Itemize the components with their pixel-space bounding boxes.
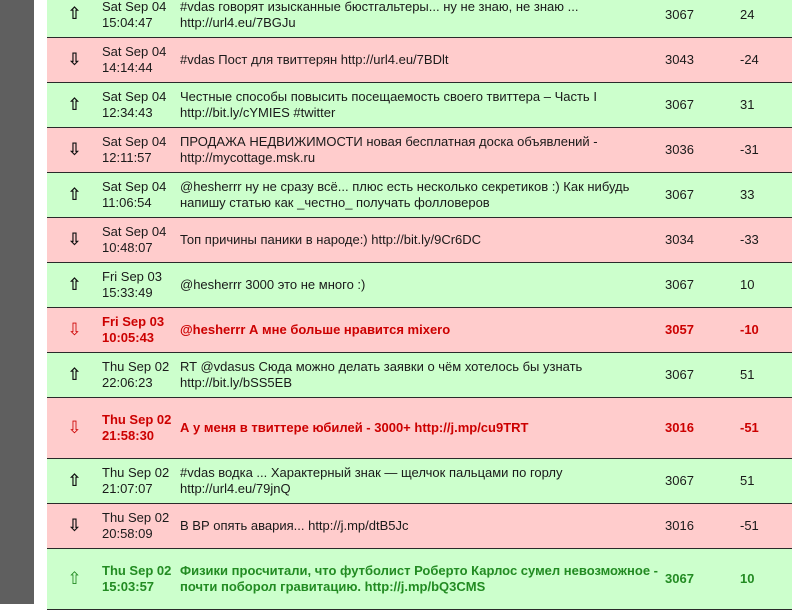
date-time: 15:33:49 (102, 285, 153, 300)
followers-change: -24 (740, 38, 792, 83)
arrow-up-icon: ⇧ (67, 94, 82, 114)
arrow-down-icon: ⇩ (67, 515, 82, 535)
followers-count: 3036 (665, 128, 740, 173)
followers-count: 3016 (665, 398, 740, 459)
date-day: Thu Sep 02 (102, 359, 170, 374)
date-day: Sat Sep 04 (102, 89, 167, 104)
followers-change: 10 (740, 549, 792, 610)
followers-count: 3016 (665, 504, 740, 549)
followers-count: 3043 (665, 38, 740, 83)
followers-count: 3067 (665, 549, 740, 610)
date-time: 22:06:23 (102, 375, 153, 390)
tweet-text: RT @vdasus Сюда можно делать заявки о чём хотелось бы узнать http://bit.ly/bSS5EB (180, 353, 665, 398)
direction-cell (47, 173, 102, 218)
date-cell (102, 173, 180, 218)
followers-change: 51 (740, 353, 792, 398)
arrow-up-icon: ⇧ (67, 274, 82, 294)
followers-count: 3067 (665, 353, 740, 398)
date-time: 10:48:07 (102, 240, 153, 255)
date-cell (102, 549, 180, 610)
date-time: 20:58:09 (102, 526, 153, 541)
table-row (47, 549, 792, 610)
tweet-text: ПРОДАЖА НЕДВИЖИМОСТИ новая бесплатная доска объявлений - http://mycottage.msk.ru (180, 128, 665, 173)
date-time: 21:58:30 (102, 428, 155, 443)
tweet-text: @hesherrr А мне больше нравится mixero (180, 308, 665, 353)
date-cell (102, 38, 180, 83)
followers-change: 24 (740, 0, 792, 38)
followers-change: -10 (740, 308, 792, 353)
date-day: Fri Sep 03 (102, 269, 162, 284)
followers-change: 31 (740, 83, 792, 128)
direction-cell (47, 549, 102, 610)
date-day: Thu Sep 02 (102, 563, 172, 578)
date-day: Thu Sep 02 (102, 412, 172, 427)
tweet-text: А у меня в твиттере юбилей - 3000+ http://j.mp/cu9TRT (180, 398, 665, 459)
date-cell (102, 459, 180, 504)
followers-change: 33 (740, 173, 792, 218)
table-row (47, 38, 792, 83)
followers-change: -31 (740, 128, 792, 173)
tweet-text: В ВР опять авария... http://j.mp/dtB5Jc (180, 504, 665, 549)
date-time: 10:05:43 (102, 330, 155, 345)
date-day: Sat Sep 04 (102, 0, 167, 14)
date-time: 12:11:57 (102, 150, 152, 165)
table-row (47, 398, 792, 459)
followers-count: 3067 (665, 459, 740, 504)
tweet-text: #vdas водка ... Характерный знак — щелчок пальцами по горлу http://url4.eu/79jnQ (180, 459, 665, 504)
tweet-text: #vdas говорят изысканные бюстгальтеры... ну не знаю, не знаю ... http://url4.eu/7BGJu (180, 0, 665, 38)
direction-cell (47, 0, 102, 38)
tweet-text: @hesherrr 3000 это не много :) (180, 263, 665, 308)
direction-cell (47, 353, 102, 398)
tweet-history-body (47, 0, 792, 610)
table-row (47, 173, 792, 218)
table-row (47, 83, 792, 128)
table-row (47, 128, 792, 173)
direction-cell (47, 218, 102, 263)
tweet-history-table (47, 0, 792, 610)
date-time: 14:14:44 (102, 60, 153, 75)
followers-count: 3034 (665, 218, 740, 263)
tweet-text: @hesherrr ну не сразу всё... плюс есть несколько секретиков :) Как нибудь напишу статью как _честно_ получать фолловеров (180, 173, 665, 218)
arrow-down-icon: ⇩ (67, 319, 82, 339)
arrow-down-icon: ⇩ (67, 139, 82, 159)
date-cell (102, 128, 180, 173)
left-gutter (0, 0, 34, 604)
date-cell (102, 398, 180, 459)
arrow-up-icon: ⇧ (67, 568, 82, 588)
date-time: 15:04:47 (102, 14, 153, 30)
date-time: 15:03:57 (102, 579, 155, 594)
date-day: Thu Sep 02 (102, 465, 170, 480)
date-cell (102, 504, 180, 549)
arrow-down-icon: ⇩ (67, 49, 82, 69)
followers-change: 10 (740, 263, 792, 308)
date-day: Fri Sep 03 (102, 314, 165, 329)
arrow-down-icon: ⇩ (67, 417, 82, 437)
date-time: 21:07:07 (102, 481, 153, 496)
table-row (47, 353, 792, 398)
date-day: Sat Sep 04 (102, 179, 167, 194)
date-cell (102, 83, 180, 128)
followers-change: -33 (740, 218, 792, 263)
followers-count: 3057 (665, 308, 740, 353)
table-row (47, 504, 792, 549)
date-cell (102, 218, 180, 263)
table-row (47, 263, 792, 308)
table-row (47, 459, 792, 504)
followers-count: 3067 (665, 0, 740, 38)
date-cell (102, 0, 180, 38)
direction-cell (47, 504, 102, 549)
followers-change: -51 (740, 504, 792, 549)
direction-cell (47, 263, 102, 308)
direction-cell (47, 83, 102, 128)
date-cell (102, 308, 180, 353)
table-row (47, 308, 792, 353)
table-row (47, 218, 792, 263)
followers-count: 3067 (665, 173, 740, 218)
date-cell (102, 263, 180, 308)
date-time: 11:06:54 (102, 195, 152, 210)
date-time: 12:34:43 (102, 105, 153, 120)
followers-change: -51 (740, 398, 792, 459)
followers-change: 51 (740, 459, 792, 504)
left-margin (34, 0, 47, 604)
date-cell (102, 353, 180, 398)
tweet-text: Честные способы повысить посещаемость своего твиттера – Часть I http://bit.ly/cYMIES #twitter (180, 83, 665, 128)
arrow-up-icon: ⇧ (67, 184, 82, 204)
tweet-text: #vdas Пост для твиттерян http://url4.eu/7BDlt (180, 38, 665, 83)
direction-cell (47, 398, 102, 459)
direction-cell (47, 308, 102, 353)
direction-cell (47, 38, 102, 83)
date-day: Thu Sep 02 (102, 510, 170, 525)
arrow-up-icon: ⇧ (67, 470, 82, 490)
arrow-up-icon: ⇧ (67, 4, 82, 23)
arrow-up-icon: ⇧ (67, 364, 82, 384)
date-day: Sat Sep 04 (102, 224, 167, 239)
date-day: Sat Sep 04 (102, 44, 167, 59)
tweet-text: Физики просчитали, что футболист Роберто Карлос сумел невозможное - почти поборол гравитацию. http://j.mp/bQ3CMS (180, 549, 665, 610)
arrow-down-icon: ⇩ (67, 229, 82, 249)
date-day: Sat Sep 04 (102, 134, 167, 149)
direction-cell (47, 128, 102, 173)
table-row (47, 0, 792, 38)
followers-count: 3067 (665, 83, 740, 128)
direction-cell (47, 459, 102, 504)
tweet-text: Топ причины паники в народе:) http://bit.ly/9Cr6DC (180, 218, 665, 263)
followers-count: 3067 (665, 263, 740, 308)
